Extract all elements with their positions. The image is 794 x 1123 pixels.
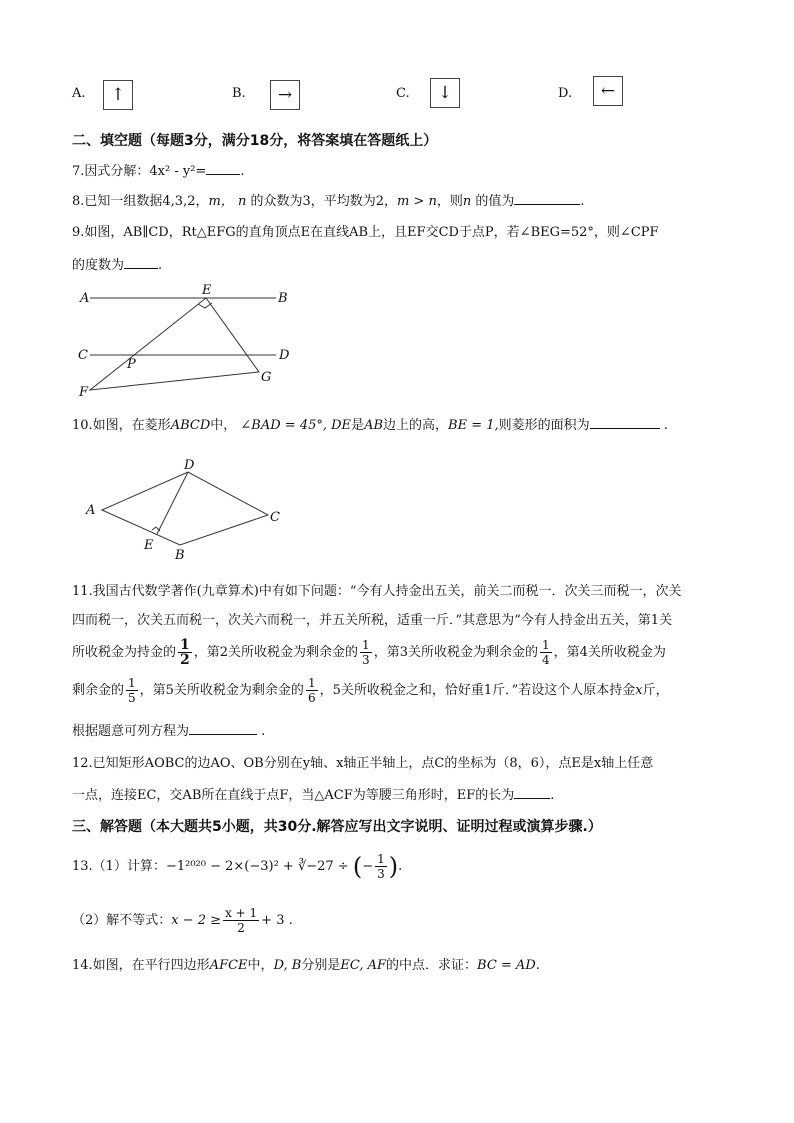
q11-text-4e: 斤，	[642, 683, 669, 698]
fraction-1-5	[126, 676, 138, 705]
denominator: 2	[180, 652, 190, 668]
fraction-1-4	[540, 638, 552, 667]
numerator: 1	[377, 852, 385, 866]
question-8	[72, 192, 585, 211]
q13-label-1: 13.（1）计算：	[72, 859, 166, 874]
q11-text-4b: ，第5关所收税金为剩余金的	[139, 683, 304, 698]
right-angle-mark-e	[152, 527, 160, 531]
q10-angle: ∠BAD = 45°, DE	[240, 418, 352, 433]
q14-ec-af: EC, AF	[340, 958, 387, 973]
q13-end-1: .	[398, 859, 403, 874]
option-c-box	[430, 78, 460, 108]
q10-end: .	[663, 418, 668, 433]
q11-text-3b: ，第2关所收税金为剩余金的	[193, 645, 359, 660]
numerator: 1	[362, 638, 370, 652]
q10-text-c: 中，	[210, 418, 237, 433]
question-13-part-2	[72, 906, 293, 935]
q14-text-e: 分别是	[301, 958, 341, 973]
q8-var-n: n	[237, 194, 247, 209]
question-11-line-1: 11.我国古代数学著作(九章算术)中有如下问题：“今有人持金出五关，前关二而税一．次关三而税一，次关	[72, 584, 682, 599]
q14-end: .	[535, 958, 540, 973]
q14-text-a: 14.如图，在平行四边形	[72, 958, 210, 973]
arrow-right-icon: →	[277, 85, 293, 105]
q7-answer-blank	[206, 162, 240, 175]
altitude-de	[157, 472, 188, 534]
section-3-title: 三、解答题（本大题共5小题，共30分.解答应写出文字说明、证明过程或演算步骤.）	[72, 819, 602, 835]
q10-abcd: ABCD	[170, 418, 211, 433]
q8-answer-blank	[514, 192, 580, 205]
denominator: 2	[237, 921, 245, 935]
label-c: C	[78, 348, 88, 363]
fraction-1-3	[360, 638, 372, 667]
q10-text-g: 边上的高，	[383, 418, 449, 433]
label-b: B	[278, 291, 288, 306]
option-a-box	[103, 80, 133, 110]
section-2-title: 二、填空题（每题3分，满分18分，将答案填在答题纸上）	[72, 133, 438, 149]
q8-end: .	[580, 194, 585, 209]
option-b-label: B.	[232, 86, 246, 101]
q11-text-3d: ，第4关所收税金为	[553, 645, 666, 660]
question-7	[72, 162, 244, 181]
label-d: D	[279, 348, 290, 363]
q14-db: D, B	[273, 958, 302, 973]
label-c: C	[270, 510, 280, 525]
q7-text: 7.因式分解：4x² - y²=	[72, 164, 207, 179]
q8-text-a: 8.已知一组数据4,3,2，	[72, 194, 209, 209]
label-g: G	[261, 370, 272, 385]
q10-text-e: 是	[351, 418, 365, 433]
question-9-line-2	[72, 256, 162, 275]
q8-text-f: 的值为	[471, 194, 515, 209]
q9-text: 的度数为	[72, 258, 125, 273]
question-13-part-1	[72, 852, 402, 881]
label-e: E	[144, 538, 154, 553]
question-14	[72, 957, 540, 975]
rhombus-abcd	[102, 472, 268, 545]
denominator: 6	[307, 691, 316, 705]
question-9-line-1: 9.如图，AB∥CD，Rt△EFG的直角顶点E在直线AB上，且EF交CD于点P，若∠BEG=52°，则∠CPF	[72, 225, 659, 240]
q12-end: .	[550, 788, 555, 803]
denominator: 3	[362, 653, 370, 667]
question-11-line-4	[72, 676, 669, 705]
denominator: 4	[541, 653, 550, 667]
question-11-line-5	[72, 722, 265, 741]
q13-end-2: .	[288, 913, 293, 928]
q11-answer-blank	[189, 722, 257, 735]
q8-text-d: ，则	[436, 194, 463, 209]
arrow-up-icon: ↑	[110, 85, 126, 105]
arrow-left-icon: ←	[600, 81, 616, 101]
q12-answer-blank	[514, 786, 550, 799]
q10-answer-blank	[590, 416, 660, 429]
q8-var-m: m，	[208, 194, 234, 209]
q11-text-5: 根据题意可列方程为	[72, 724, 190, 739]
denominator: 5	[128, 691, 136, 705]
question-12-line-2	[72, 786, 554, 805]
q11-text-4a: 剩余金的	[72, 683, 125, 698]
numerator: 1	[541, 638, 550, 652]
question-10	[72, 416, 668, 435]
numerator: 1	[307, 676, 316, 690]
denominator: 3	[377, 867, 385, 881]
q10-ab: AB	[364, 418, 384, 433]
label-b: B	[175, 548, 185, 563]
q13-minus: −	[362, 859, 374, 874]
q11-var-x: x	[635, 683, 643, 698]
label-d: D	[184, 458, 195, 473]
label-f: F	[79, 385, 89, 400]
q14-text-g: 的中点．求证：	[386, 958, 478, 973]
numerator: 1	[128, 676, 136, 690]
q8-text-b: 的众数为3，平均数为2，	[246, 194, 398, 209]
label-a: A	[80, 291, 90, 306]
fraction-x1-2	[223, 906, 259, 935]
paren-open: (	[352, 852, 363, 881]
paren-close: )	[388, 852, 399, 881]
q8-condition: m > n	[397, 194, 437, 209]
numerator: 1	[180, 637, 190, 653]
label-e: E	[202, 283, 212, 298]
q9-answer-blank	[124, 256, 158, 269]
figure-9	[70, 282, 310, 402]
fraction-1-2	[178, 638, 192, 667]
option-d-box	[593, 76, 623, 106]
triangle-efg	[90, 298, 259, 390]
question-11-line-2: 四而税一，次关五而税一，次关六而税一，并五关所税，适重一斤．”其意思为“今有人持金出五关，第1关	[72, 613, 673, 628]
question-12-line-1: 12.已知矩形AOBC的边AO、OB分别在y轴、x轴正半轴上，点C的坐标为（8，6），点E是x轴上任意	[72, 756, 654, 771]
question-11-line-3	[72, 638, 666, 667]
numerator: x + 1	[225, 906, 258, 920]
q14-text-c: 中，	[247, 958, 274, 973]
q7-end: .	[240, 164, 245, 179]
q11-text-3c: ，第3关所收税金为剩余金的	[373, 645, 538, 660]
figure-10	[80, 455, 290, 565]
fraction-1-3-q13	[375, 852, 387, 881]
q10-text-i: 则菱形的面积为	[498, 418, 590, 433]
q11-text-4c: ，5关所收税金之和，恰好重1斤．”若设这个人原本持金	[319, 683, 636, 698]
label-p: P	[127, 357, 136, 372]
option-b-box	[270, 80, 300, 110]
q13-lhs: x − 2 ≥	[171, 913, 222, 928]
arrow-down-icon: ↓	[437, 83, 453, 103]
q10-be: BE = 1,	[448, 418, 499, 433]
label-a: A	[86, 503, 96, 518]
q11-end: .	[261, 724, 266, 739]
q11-text-3a: 所收税金为持金的	[72, 645, 177, 660]
q14-afce: AFCE	[209, 958, 248, 973]
q13-expression-1: −1²⁰²⁰ − 2×(−3)² + ∛−27 ÷	[165, 859, 349, 874]
q8-var-n2: n	[462, 194, 472, 209]
q12-text: 一点，连接EC，交AB所在直线于点F，当△ACF为等腰三角形时，EF的长为	[72, 788, 515, 803]
option-a-label: A.	[72, 86, 86, 101]
option-c-label: C.	[396, 86, 410, 101]
q9-end: .	[158, 258, 163, 273]
fraction-1-6	[306, 676, 318, 705]
option-d-label: D.	[558, 86, 573, 101]
q13-label-2: （2）解不等式：	[72, 913, 172, 928]
q13-plus-3: + 3	[261, 913, 285, 928]
q14-claim: BC = AD	[477, 958, 536, 973]
q10-text-a: 10.如图，在菱形	[72, 418, 171, 433]
